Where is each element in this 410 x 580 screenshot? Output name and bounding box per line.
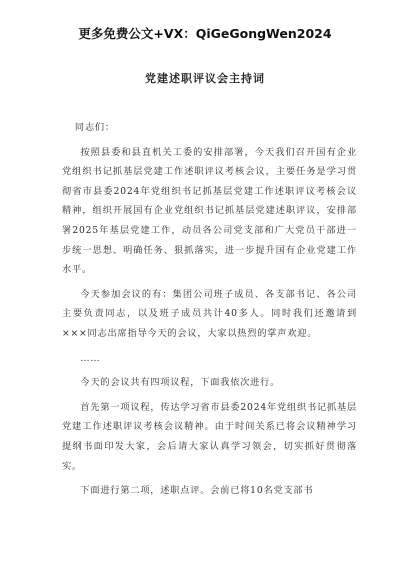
paragraph-5: 下面进行第二项，述职点评。会前已将10名党支部书	[80, 485, 314, 497]
document-body	[62, 118, 357, 506]
paragraph-4: 首先第一项议程，传达学习省市县委2024年党组织书记抓基层党建工作述职评议考核会议精神。由于时间关系已将会议精神学习提纲书面印发大家，会后请大家认真学习领会，切实抓好贯彻落实。	[62, 401, 357, 472]
paragraph-2: 今天参加会议的有：集团公司班子成员、各支部书记、各公司主要负责同志，以及班子成员共计40多人。同时我们还邀请到×××同志出席指导今天的会议，大家以热烈的掌声欢迎。	[62, 288, 357, 339]
page-header: 更多免费公文+VX：QiGeGongWen2024	[78, 26, 332, 41]
salutation: 同志们：	[74, 122, 115, 133]
paragraph-1: 按照县委和县直机关工委的安排部署，今天我们召开国有企业党组织书记抓基层党建工作述职评议考核会议，主要任务是学习贯彻省市县委2024年党组织书记抓基层党建工作述职评议考核会议精神，组织开展国有企业党组织书记抓基层党建述职评议，安排部署2025年基层党建工作，动员各公司党支部和广大党员干部进一步统一思想、明确任务、狠抓落实，进一步提升国有企业党建工作水平。	[62, 146, 357, 276]
ellipsis: ……	[80, 352, 101, 364]
paragraph-3: 今天的会议共有四项议程，下面我依次进行。	[80, 377, 281, 389]
document-title: 党建述职评议会主持词	[145, 72, 265, 85]
